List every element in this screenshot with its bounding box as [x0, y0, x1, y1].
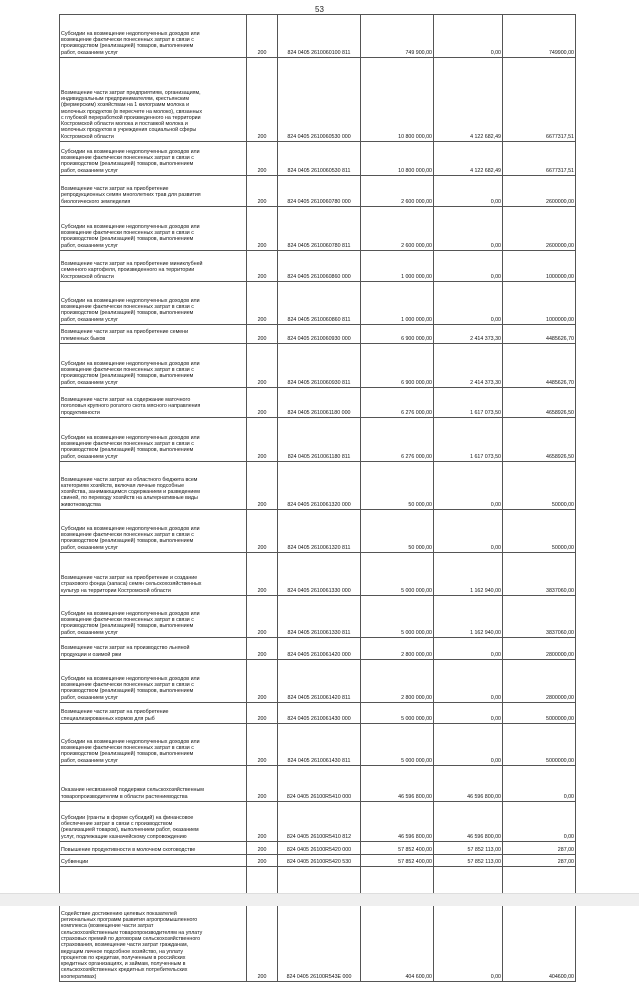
- table-row: [60, 660, 576, 703]
- row-name-cell: Возмещение части затрат предприятиям, организациям, индивидуальным предпринимателям, крестьянским (фермерским) хозяйствам на 1 килограмм молока и молочных продуктов (в пересчете на молоко), связанных с глубокой переработкой произведенного на территории Костромской области молока и поставкой молока и молочных продуктов в учреждения социальной сферы Костромской области: [60, 58, 247, 142]
- row-name-cell: Возмещение части затрат на приобретение семени племенных быков: [60, 325, 247, 344]
- table-row: [60, 510, 576, 553]
- row-code-cell: 200: [247, 388, 278, 418]
- row-approved-amount-cell: 2 800 000,00: [361, 638, 434, 660]
- row-code-cell: 200: [247, 251, 278, 282]
- table-row: [60, 855, 576, 867]
- row-remaining-amount-cell: 3837060,00: [503, 596, 576, 638]
- row-name-cell: Субсидии на возмещение недополученных доходов или возмещение фактически понесенных затрат в связи с производством (реализацией) товаров, выполнением работ, оказанием услуг: [60, 510, 247, 553]
- table-row: [60, 724, 576, 766]
- row-approved-amount-cell: 2 800 000,00: [361, 660, 434, 703]
- row-code-cell: 200: [247, 58, 278, 142]
- row-approved-amount-cell: 50 000,00: [361, 510, 434, 553]
- row-remaining-amount-cell: 2600000,00: [503, 176, 576, 207]
- row-executed-amount-cell: 2 414 373,30: [434, 325, 503, 344]
- row-approved-amount-cell: 57 852 400,00: [361, 842, 434, 855]
- row-remaining-amount-cell: 2600000,00: [503, 207, 576, 251]
- row-executed-amount-cell: 4 122 682,49: [434, 142, 503, 176]
- row-remaining-amount-cell: 50000,00: [503, 462, 576, 510]
- row-name-cell: Субсидии на возмещение недополученных доходов или возмещение фактически понесенных затрат в связи с производством (реализацией) товаров, выполнением работ, оказанием услуг: [60, 344, 247, 388]
- row-classification-cell: 824 0405 26100R5410 000: [278, 766, 361, 802]
- row-classification-cell: 824 0405 26100R5420 530: [278, 855, 361, 867]
- row-remaining-amount-cell: 1000000,00: [503, 282, 576, 325]
- table-row: [60, 251, 576, 282]
- row-approved-amount-cell: 404 600,00: [361, 867, 434, 982]
- row-approved-amount-cell: 57 852 400,00: [361, 855, 434, 867]
- row-code-cell: 200: [247, 766, 278, 802]
- budget-execution-table: [59, 14, 576, 982]
- row-approved-amount-cell: 2 600 000,00: [361, 176, 434, 207]
- viewer-bottom-bar: [0, 893, 639, 906]
- row-name-cell: Субсидии на возмещение недополученных доходов или возмещение фактически понесенных затрат в связи с производством (реализацией) товаров, выполнением работ, оказанием услуг: [60, 724, 247, 766]
- row-classification-cell: 824 0405 2610060780 811: [278, 207, 361, 251]
- table-row: [60, 282, 576, 325]
- row-code-cell: 200: [247, 510, 278, 553]
- row-remaining-amount-cell: 2800000,00: [503, 660, 576, 703]
- row-remaining-amount-cell: 6677317,51: [503, 58, 576, 142]
- row-classification-cell: 824 0405 2610061430 811: [278, 724, 361, 766]
- table-row: [60, 176, 576, 207]
- row-executed-amount-cell: 46 596 800,00: [434, 766, 503, 802]
- row-remaining-amount-cell: 5000000,00: [503, 703, 576, 724]
- row-code-cell: 200: [247, 553, 278, 596]
- row-approved-amount-cell: 5 000 000,00: [361, 703, 434, 724]
- row-name-cell: Субвенции: [60, 855, 247, 867]
- row-code-cell: 200: [247, 344, 278, 388]
- table-row: [60, 462, 576, 510]
- row-classification-cell: 824 0405 2610061430 000: [278, 703, 361, 724]
- row-executed-amount-cell: 0,00: [434, 251, 503, 282]
- row-classification-cell: 824 0405 2610060930 000: [278, 325, 361, 344]
- row-name-cell: Возмещение части затрат на приобретение и создание страхового фонда (запаса) семян сельскохозяйственных культур на территории Костромской области: [60, 553, 247, 596]
- row-classification-cell: 824 0405 26100R5410 812: [278, 802, 361, 842]
- table-row: [60, 766, 576, 802]
- row-classification-cell: 824 0405 2610060100 811: [278, 15, 361, 58]
- row-approved-amount-cell: 10 800 000,00: [361, 58, 434, 142]
- row-code-cell: 200: [247, 207, 278, 251]
- table-row: [60, 388, 576, 418]
- row-name-cell: Субсидии (гранты в форме субсидий) на финансовое обеспечение затрат в связи с производством (реализацией товаров), выполнением работ, оказанием услуг, подлежащие казначейскому сопровождению: [60, 802, 247, 842]
- row-name-cell: Субсидии на возмещение недополученных доходов или возмещение фактически понесенных затрат в связи с производством (реализацией) товаров, выполнением работ, оказанием услуг: [60, 15, 247, 58]
- row-code-cell: 200: [247, 703, 278, 724]
- row-remaining-amount-cell: 749900,00: [503, 15, 576, 58]
- row-approved-amount-cell: 749 900,00: [361, 15, 434, 58]
- table-row: [60, 638, 576, 660]
- row-code-cell: 200: [247, 176, 278, 207]
- row-approved-amount-cell: 6 900 000,00: [361, 325, 434, 344]
- row-remaining-amount-cell: 287,00: [503, 855, 576, 867]
- row-code-cell: 200: [247, 15, 278, 58]
- row-approved-amount-cell: 6 276 000,00: [361, 388, 434, 418]
- row-name-cell: Субсидии на возмещение недополученных доходов или возмещение фактически понесенных затрат в связи с производством (реализацией) товаров, выполнением работ, оказанием услуг: [60, 142, 247, 176]
- row-name-cell: Субсидии на возмещение недополученных доходов или возмещение фактически понесенных затрат в связи с производством (реализацией) товаров, выполнением работ, оказанием услуг: [60, 282, 247, 325]
- row-executed-amount-cell: 1 617 073,50: [434, 388, 503, 418]
- table-row: [60, 344, 576, 388]
- row-code-cell: 200: [247, 596, 278, 638]
- row-name-cell: Возмещение части затрат на производство льняной продукции и озимой ржи: [60, 638, 247, 660]
- row-code-cell: 200: [247, 724, 278, 766]
- row-approved-amount-cell: 1 000 000,00: [361, 251, 434, 282]
- page-number: 53: [315, 5, 324, 14]
- table-row: [60, 418, 576, 462]
- row-executed-amount-cell: 0,00: [434, 638, 503, 660]
- row-remaining-amount-cell: 50000,00: [503, 510, 576, 553]
- row-classification-cell: 824 0405 2610060860 000: [278, 251, 361, 282]
- row-code-cell: 200: [247, 282, 278, 325]
- row-remaining-amount-cell: 4658926,50: [503, 388, 576, 418]
- row-executed-amount-cell: 1 617 073,50: [434, 418, 503, 462]
- row-code-cell: 200: [247, 855, 278, 867]
- row-code-cell: 200: [247, 638, 278, 660]
- row-classification-cell: 824 0405 26100R543Е 000: [278, 867, 361, 982]
- row-code-cell: 200: [247, 660, 278, 703]
- table-row: [60, 58, 576, 142]
- row-approved-amount-cell: 46 596 800,00: [361, 802, 434, 842]
- row-executed-amount-cell: 0,00: [434, 703, 503, 724]
- row-approved-amount-cell: 6 900 000,00: [361, 344, 434, 388]
- row-executed-amount-cell: 1 162 940,00: [434, 553, 503, 596]
- row-classification-cell: 824 0405 2610060530 000: [278, 58, 361, 142]
- row-name-cell: Субсидии на возмещение недополученных доходов или возмещение фактически понесенных затрат в связи с производством (реализацией) товаров, выполнением работ, оказанием услуг: [60, 207, 247, 251]
- row-name-cell: Возмещение части затрат на приобретение миниклубней семенного картофеля, произведенного на территории Костромской области: [60, 251, 247, 282]
- row-name-cell: Возмещение части затрат на приобретение специализированных кормов для рыб: [60, 703, 247, 724]
- table-row: [60, 867, 576, 982]
- row-name-cell: Оказание несвязанной поддержки сельскохозяйственным товаропроизводителям в области растениеводства: [60, 766, 247, 802]
- row-classification-cell: 824 0405 2610061320 000: [278, 462, 361, 510]
- row-name-cell: Возмещение части затрат из областного бюджета всем категориям хозяйств, включая личные подсобные хозяйства, занимающимся содержанием и разведением свиней, по переводу хозяйств на альтернативные виды животноводства: [60, 462, 247, 510]
- table-body: [60, 15, 576, 982]
- row-approved-amount-cell: 50 000,00: [361, 462, 434, 510]
- row-executed-amount-cell: 0,00: [434, 176, 503, 207]
- row-remaining-amount-cell: 2800000,00: [503, 638, 576, 660]
- row-classification-cell: 824 0405 2610061420 811: [278, 660, 361, 703]
- row-remaining-amount-cell: 1000000,00: [503, 251, 576, 282]
- row-name-cell: Повышение продуктивности в молочном скотоводстве: [60, 842, 247, 855]
- row-executed-amount-cell: 0,00: [434, 660, 503, 703]
- row-classification-cell: 824 0405 2610061420 000: [278, 638, 361, 660]
- row-remaining-amount-cell: 4658926,50: [503, 418, 576, 462]
- row-executed-amount-cell: 0,00: [434, 207, 503, 251]
- table-row: [60, 207, 576, 251]
- table-row: [60, 842, 576, 855]
- row-classification-cell: 824 0405 2610061330 000: [278, 553, 361, 596]
- row-executed-amount-cell: 57 852 113,00: [434, 855, 503, 867]
- table-row: [60, 802, 576, 842]
- row-approved-amount-cell: 10 800 000,00: [361, 142, 434, 176]
- row-code-cell: 200: [247, 325, 278, 344]
- row-name-cell: Субсидии на возмещение недополученных доходов или возмещение фактически понесенных затрат в связи с производством (реализацией) товаров, выполнением работ, оказанием услуг: [60, 418, 247, 462]
- row-code-cell: 200: [247, 842, 278, 855]
- row-code-cell: 200: [247, 418, 278, 462]
- row-classification-cell: 824 0405 2610060780 000: [278, 176, 361, 207]
- table-row: [60, 15, 576, 58]
- row-code-cell: 200: [247, 462, 278, 510]
- row-classification-cell: 824 0405 26100R5420 000: [278, 842, 361, 855]
- row-remaining-amount-cell: 287,00: [503, 842, 576, 855]
- table-row: [60, 142, 576, 176]
- row-remaining-amount-cell: 6677317,51: [503, 142, 576, 176]
- table-row: [60, 325, 576, 344]
- row-remaining-amount-cell: 5000000,00: [503, 724, 576, 766]
- row-classification-cell: 824 0405 2610060530 811: [278, 142, 361, 176]
- row-remaining-amount-cell: 4485626,70: [503, 325, 576, 344]
- row-name-cell: Субсидии на возмещение недополученных доходов или возмещение фактически понесенных затрат в связи с производством (реализацией) товаров, выполнением работ, оказанием услуг: [60, 596, 247, 638]
- row-classification-cell: 824 0405 2610061330 811: [278, 596, 361, 638]
- row-executed-amount-cell: 0,00: [434, 462, 503, 510]
- row-classification-cell: 824 0405 2610061320 811: [278, 510, 361, 553]
- row-executed-amount-cell: 0,00: [434, 867, 503, 982]
- row-executed-amount-cell: 46 596 800,00: [434, 802, 503, 842]
- row-approved-amount-cell: 2 600 000,00: [361, 207, 434, 251]
- row-classification-cell: 824 0405 2610060930 811: [278, 344, 361, 388]
- row-approved-amount-cell: 5 000 000,00: [361, 553, 434, 596]
- table-row: [60, 596, 576, 638]
- row-remaining-amount-cell: 4485626,70: [503, 344, 576, 388]
- row-approved-amount-cell: 46 596 800,00: [361, 766, 434, 802]
- row-approved-amount-cell: 1 000 000,00: [361, 282, 434, 325]
- row-remaining-amount-cell: 3837060,00: [503, 553, 576, 596]
- row-approved-amount-cell: 5 000 000,00: [361, 596, 434, 638]
- row-remaining-amount-cell: 404600,00: [503, 867, 576, 982]
- table-row: [60, 703, 576, 724]
- row-approved-amount-cell: 5 000 000,00: [361, 724, 434, 766]
- row-executed-amount-cell: 0,00: [434, 15, 503, 58]
- row-classification-cell: 824 0405 2610060860 811: [278, 282, 361, 325]
- row-executed-amount-cell: 0,00: [434, 724, 503, 766]
- row-name-cell: Содействие достижению целевых показателей региональных программ развития агропромышленного комплекса (возмещение части затрат сельскохозяйственным товаропроизводителям на уплату страховых премий по договорам сельскохозяйственного страхования, возмещение части затрат гражданам, ведущим личное подсобное хозяйство, на уплату процентов по кредитам, полученным в российских кредитных организациях, и займам, полученным в сельскохозяйственных кредитных потребительских кооперативах): [60, 867, 247, 982]
- row-executed-amount-cell: 1 162 940,00: [434, 596, 503, 638]
- row-code-cell: 200: [247, 142, 278, 176]
- row-code-cell: 200: [247, 802, 278, 842]
- row-remaining-amount-cell: 0,00: [503, 802, 576, 842]
- row-executed-amount-cell: 4 122 682,49: [434, 58, 503, 142]
- row-classification-cell: 824 0405 2610061180 811: [278, 418, 361, 462]
- row-remaining-amount-cell: 0,00: [503, 766, 576, 802]
- table-row: [60, 553, 576, 596]
- row-name-cell: Возмещение части затрат на приобретение репродукционных семян многолетних трав для развития биологического земледелия: [60, 176, 247, 207]
- row-executed-amount-cell: 2 414 373,30: [434, 344, 503, 388]
- row-approved-amount-cell: 6 276 000,00: [361, 418, 434, 462]
- row-classification-cell: 824 0405 2610061180 000: [278, 388, 361, 418]
- row-name-cell: Субсидии на возмещение недополученных доходов или возмещение фактически понесенных затрат в связи с производством (реализацией) товаров, выполнением работ, оказанием услуг: [60, 660, 247, 703]
- row-name-cell: Возмещение части затрат на содержание маточного поголовья крупного рогатого скота мясного направления продуктивности: [60, 388, 247, 418]
- row-executed-amount-cell: 0,00: [434, 510, 503, 553]
- row-executed-amount-cell: 0,00: [434, 282, 503, 325]
- row-executed-amount-cell: 57 852 113,00: [434, 842, 503, 855]
- row-code-cell: 200: [247, 867, 278, 982]
